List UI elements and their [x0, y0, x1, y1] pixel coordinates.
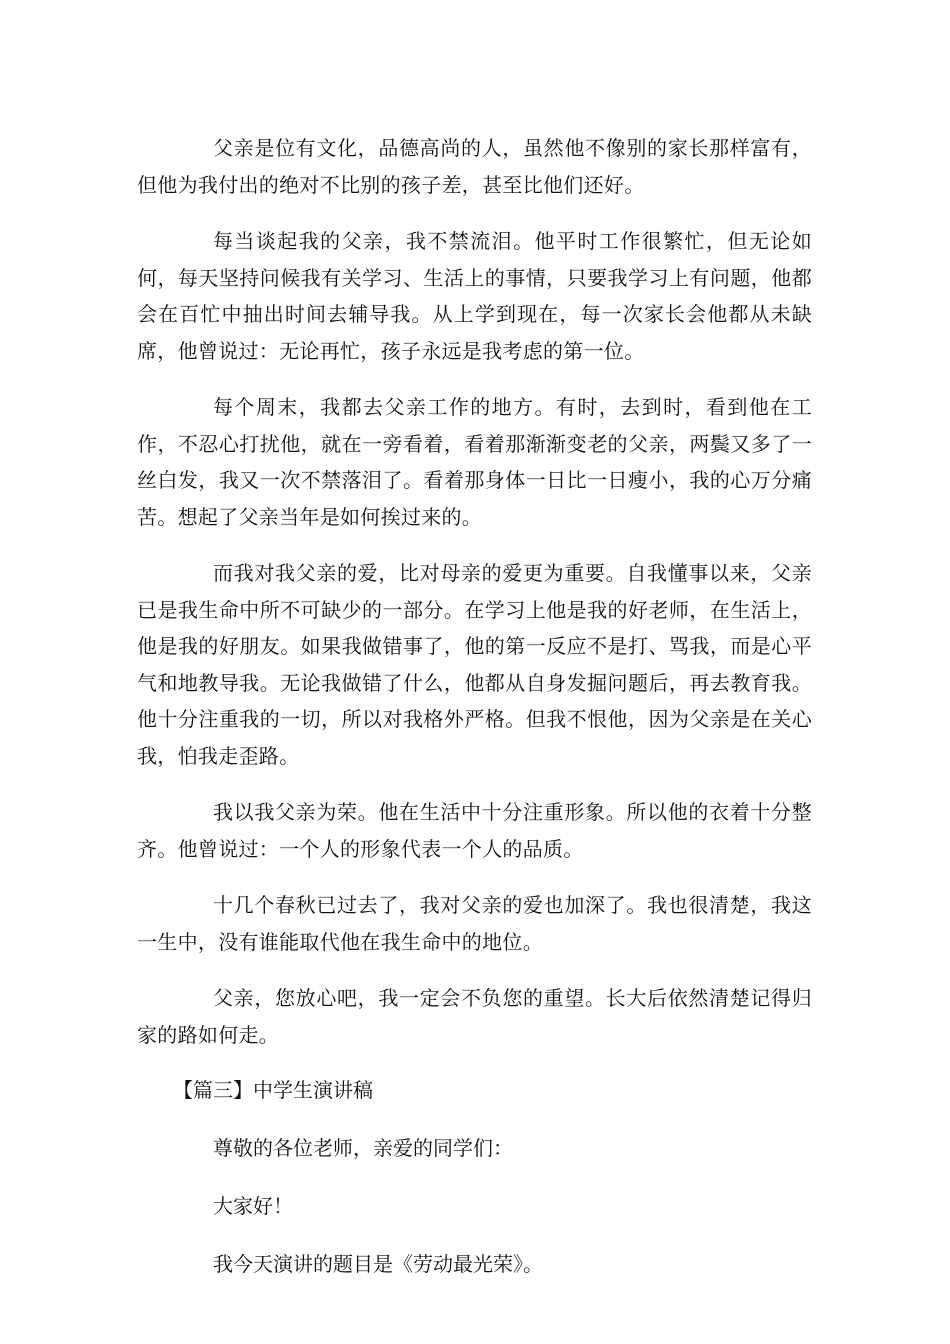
paragraph-6: 十几个春秋已过去了，我对父亲的爱也加深了。我也很清楚，我这一生中，没有谁能取代他在我生命中的地位。 — [137, 893, 812, 954]
speech-topic: 我今天演讲的题目是《劳动最光荣》。 — [213, 1252, 543, 1276]
paragraph-2: 每当谈起我的父亲，我不禁流泪。他平时工作很繁忙，但无论如何，每天坚持问候我有关学习、生活上的事情，只要我学习上有问题，他都会在百忙中抽出时间去辅导我。从上学到现在，每一次家长会他都从未缺席，他曾说过：无论再忙，孩子永远是我考虑的第一位。 — [137, 229, 812, 363]
paragraph-5: 我以我父亲为荣。他在生活中十分注重形象。所以他的衣着十分整齐。他曾说过：一个人的形象代表一个人的品质。 — [137, 800, 812, 861]
document-body — [137, 130, 812, 1305]
speech-greeting: 大家好！ — [213, 1194, 293, 1218]
paragraph-1: 父亲是位有文化，品德高尚的人，虽然他不像别的家长那样富有，但他为我付出的绝对不比别的孩子差，甚至比他们还好。 — [137, 136, 812, 197]
paragraph-4: 而我对我父亲的爱，比对母亲的爱更为重要。自我懂事以来，父亲已是我生命中所不可缺少的一部分。在学习上他是我的好老师，在生活上，他是我的好朋友。如果我做错事了，他的第一反应不是打、骂我，而是心平气和地教导我。无论我做错了什么，他都从自身发掘问题后，再去教育我。他十分注重我的一切，所以对我格外严格。但我不恨他，因为父亲是在关心我，怕我走歪路。 — [137, 561, 812, 768]
speech-salutation: 尊敬的各位老师，亲爱的同学们： — [213, 1136, 513, 1160]
section-heading: 【篇三】中学生演讲稿 — [173, 1078, 373, 1102]
paragraph-3: 每个周末，我都去父亲工作的地方。有时，去到时，看到他在工作，不忍心打扰他，就在一旁看着，看着那渐渐变老的父亲，两鬓又多了一丝白发，我又一次不禁落泪了。看着那身体一日比一日瘦小，我的心万分痛苦。想起了父亲当年是如何挨过来的。 — [137, 395, 812, 529]
paragraph-7: 父亲，您放心吧，我一定会不负您的重望。长大后依然清楚记得归家的路如何走。 — [137, 986, 812, 1047]
